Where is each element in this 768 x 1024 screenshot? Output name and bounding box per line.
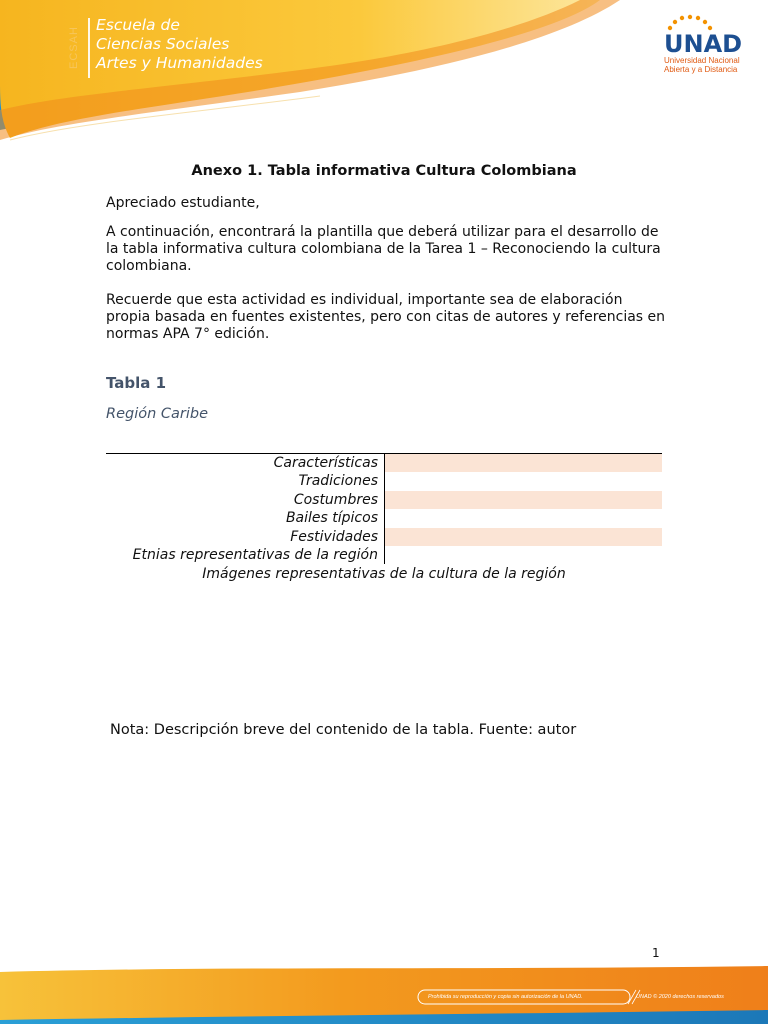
table-input-cell[interactable] bbox=[384, 454, 662, 472]
unad-subtitle bbox=[664, 56, 754, 74]
table-row bbox=[106, 509, 662, 527]
unad-subtitle-line: Universidad Nacional bbox=[664, 56, 740, 65]
footer-notice: Prohibida su reproducción y copia sin autorización de la UNAD. bbox=[428, 994, 583, 1000]
table-subtitle: Región Caribe bbox=[106, 406, 209, 422]
table-row bbox=[106, 472, 662, 490]
row-label: Costumbres bbox=[293, 491, 378, 508]
document-title: Anexo 1. Tabla informativa Cultura Colombiana bbox=[191, 163, 577, 179]
row-label: Festividades bbox=[290, 528, 378, 545]
requirements-paragraph: Recuerde que esta actividad es individual, importante sea de elaboración propia basada en fuentes existentes, pero con citas de autores y referencias en normas APA 7° edición. bbox=[106, 292, 666, 342]
unad-logo-text: UNAD bbox=[664, 30, 743, 58]
greeting: Apreciado estudiante, bbox=[106, 195, 260, 211]
table-row bbox=[106, 546, 662, 564]
table-row bbox=[106, 491, 662, 509]
row-label: Tradiciones bbox=[298, 473, 378, 490]
table-input-cell[interactable] bbox=[384, 509, 662, 527]
row-label: Etnias representativas de la región bbox=[132, 546, 378, 563]
images-row-label: Imágenes representativas de la cultura de la región bbox=[202, 566, 566, 582]
table-input-cell[interactable] bbox=[384, 491, 662, 509]
school-line: Escuela de bbox=[96, 16, 180, 34]
info-table bbox=[106, 453, 662, 564]
page-number: 1 bbox=[652, 946, 660, 960]
table-row bbox=[106, 528, 662, 546]
school-line: Artes y Humanidades bbox=[96, 54, 263, 72]
table-input-cell[interactable] bbox=[384, 472, 662, 490]
row-label: Bailes típicos bbox=[285, 510, 378, 527]
table-note: Nota: Descripción breve del contenido de la tabla. Fuente: autor bbox=[110, 722, 577, 738]
unad-logo bbox=[662, 14, 746, 86]
school-line: Ciencias Sociales bbox=[96, 35, 230, 53]
table-label: Tabla 1 bbox=[106, 374, 167, 392]
header-divider bbox=[88, 18, 90, 78]
table-input-cell[interactable] bbox=[384, 546, 662, 564]
ecsah-badge: ECSAH bbox=[68, 26, 80, 70]
instructions-paragraph: A continuación, encontrará la plantilla que deberá utilizar para el desarrollo de la tabla informativa cultura colombiana de la Tarea 1 – Reconociendo la cultura colombiana. bbox=[106, 224, 661, 274]
unad-subtitle-line: Abierta y a Distancia bbox=[664, 65, 738, 74]
table-row bbox=[106, 454, 662, 472]
school-name bbox=[96, 16, 263, 73]
table-input-cell[interactable] bbox=[384, 528, 662, 546]
footer-copyright: UNAD © 2020 derechos reservados bbox=[636, 994, 724, 1000]
row-label: Características bbox=[273, 455, 378, 471]
